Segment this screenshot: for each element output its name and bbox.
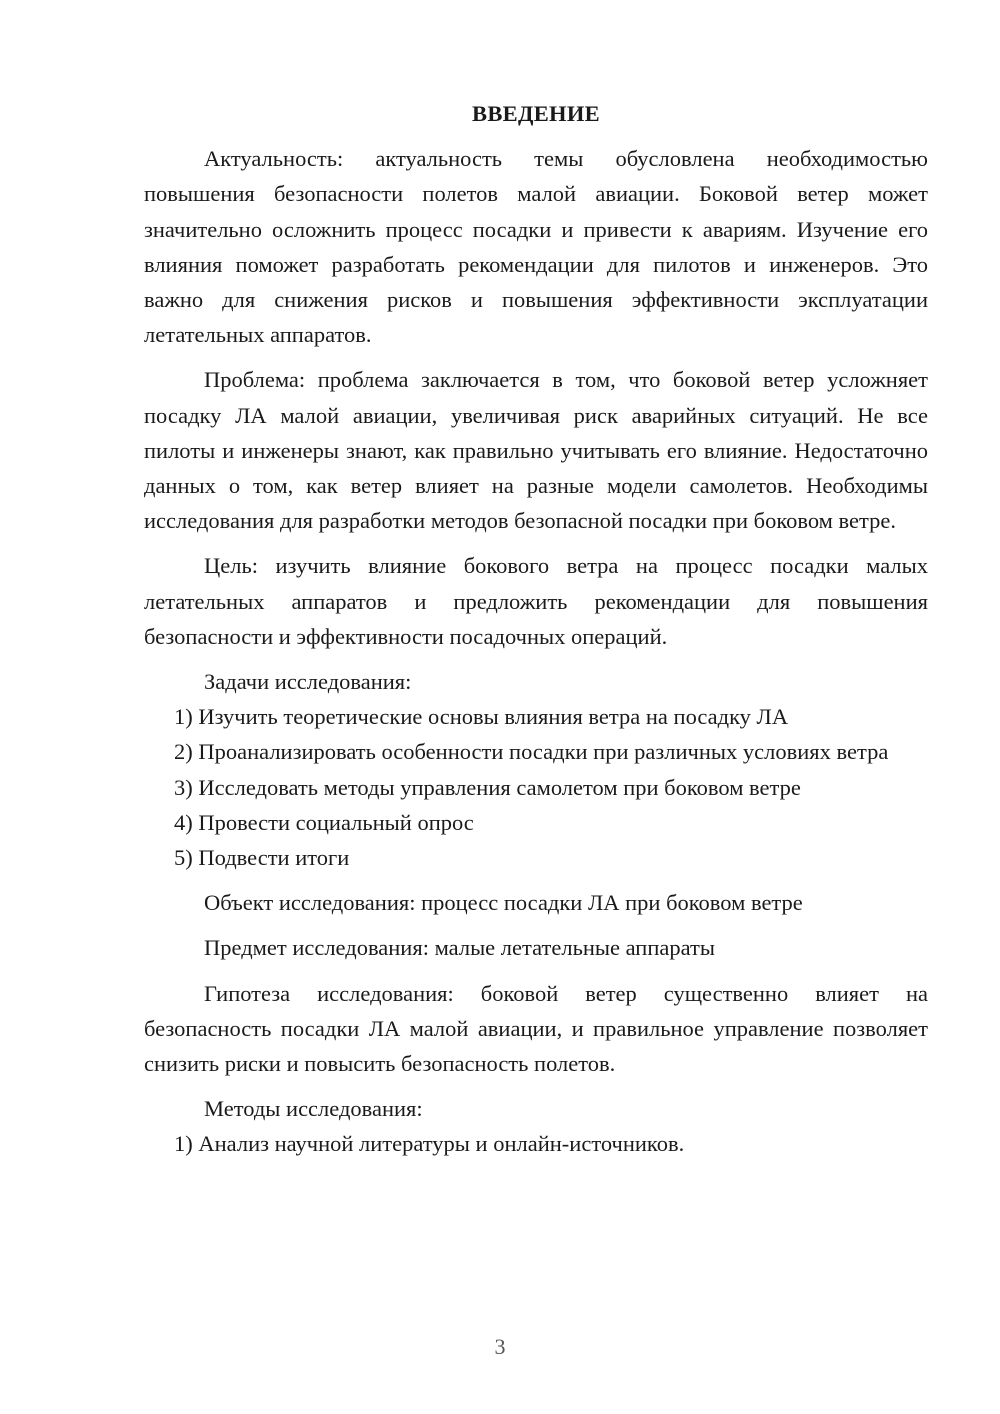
- paragraph-goal: Цель: изучить влияние бокового ветра на процесс посадки малых летательных аппаратов и предложить рекомендации для повышения безопасности и эффективности посадочных операций.: [144, 553, 928, 649]
- tasks-heading: Задачи исследования:: [204, 669, 412, 695]
- paragraph-object: Объект исследования: процесс посадки ЛА при боковом ветре: [204, 890, 803, 916]
- methods-heading: Методы исследования:: [204, 1096, 423, 1122]
- method-item-1: 1) Анализ научной литературы и онлайн-источников.: [174, 1131, 685, 1157]
- task-item-3: 3) Исследовать методы управления самолетом при боковом ветре: [174, 774, 801, 800]
- paragraph-hypothesis: Гипотеза исследования: боковой ветер существенно влияет на безопасность посадки ЛА малой авиации, и правильное управление позволяет снизить риски и повысить безопасность полетов.: [144, 980, 928, 1077]
- task-item-5: 5) Подвести итоги: [174, 845, 350, 871]
- task-item-1: 1) Изучить теоретические основы влияния ветра на посадку ЛА: [174, 704, 789, 730]
- section-title: ВВЕДЕНИЕ: [472, 101, 600, 126]
- task-item-2: 2) Проанализировать особенности посадки при различных условиях ветра: [174, 739, 889, 765]
- paragraph-problem: Проблема: проблема заключается в том, что боковой ветер усложняет посадку ЛА малой авиации, увеличивая риск аварийных ситуаций. Не все пилоты и инженеры знают, как правильно учитывать его влияние. Недостаточно данных о том, как ветер влияет на разные модели самолетов. Необходимы исследования для разработки методов безопасной посадки при боковом ветре.: [144, 367, 928, 534]
- task-item-4: 4) Провести социальный опрос: [174, 809, 474, 835]
- paragraph-subject: Предмет исследования: малые летательные аппараты: [204, 935, 715, 961]
- document-page: [144, 96, 928, 1162]
- paragraph-relevance: Актуальность: актуальность темы обусловлена необходимостью повышения безопасности полетов малой авиации. Боковой ветер может значительно осложнить процесс посадки и привести к авариям. Изучение его влияния поможет разработать рекомендации для пилотов и инженеров. Это важно для снижения рисков и повышения эффективности эксплуатации летательных аппаратов.: [144, 146, 928, 348]
- page-number: 3: [494, 1334, 506, 1359]
